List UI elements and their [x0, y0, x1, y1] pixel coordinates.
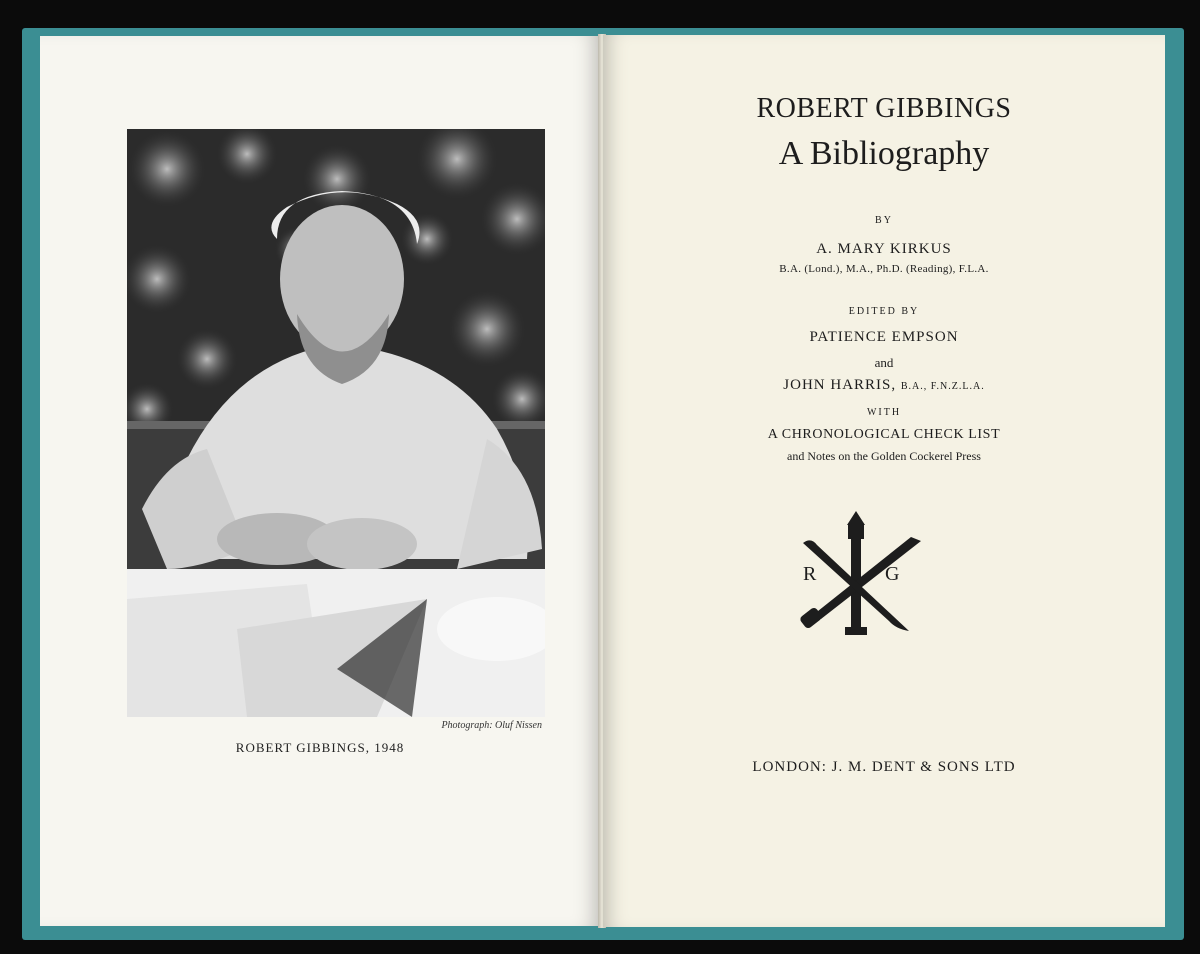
book-subtitle: A Bibliography — [778, 135, 990, 172]
frontispiece-page — [40, 36, 600, 926]
checklist-line: A CHRONOLOGICAL CHECK LIST — [767, 427, 1001, 442]
author-name: A. MARY KIRKUS — [816, 241, 952, 257]
publisher-device-icon — [781, 507, 931, 647]
by-label: BY — [875, 215, 893, 226]
title-page — [603, 35, 1165, 927]
publisher-line: LONDON: J. M. DENT & SONS LTD — [752, 759, 1016, 775]
device-letter-g: G — [885, 563, 900, 585]
editor-name-2: JOHN HARRIS, — [783, 377, 897, 393]
editor-name-1: PATIENCE EMPSON — [809, 329, 959, 345]
and-label: and — [874, 355, 894, 370]
frontispiece-caption: ROBERT GIBBINGS, 1948 — [235, 740, 405, 755]
author-qualifications: B.A. (Lond.), M.A., Ph.D. (Reading), F.L.A. — [779, 263, 989, 275]
with-label: WITH — [866, 407, 902, 418]
device-letter-r: R — [803, 563, 817, 585]
edited-by-label: EDITED BY — [848, 306, 920, 317]
book-title: ROBERT GIBBINGS — [756, 93, 1012, 124]
editor-line-2 — [603, 377, 1165, 394]
notes-line: and Notes on the Golden Cockerel Press — [787, 449, 981, 463]
editor-2-qualifications: B.A., F.N.Z.L.A. — [900, 381, 985, 392]
author-portrait-photo — [127, 129, 545, 717]
photo-credit: Photograph: Oluf Nissen — [441, 720, 542, 731]
